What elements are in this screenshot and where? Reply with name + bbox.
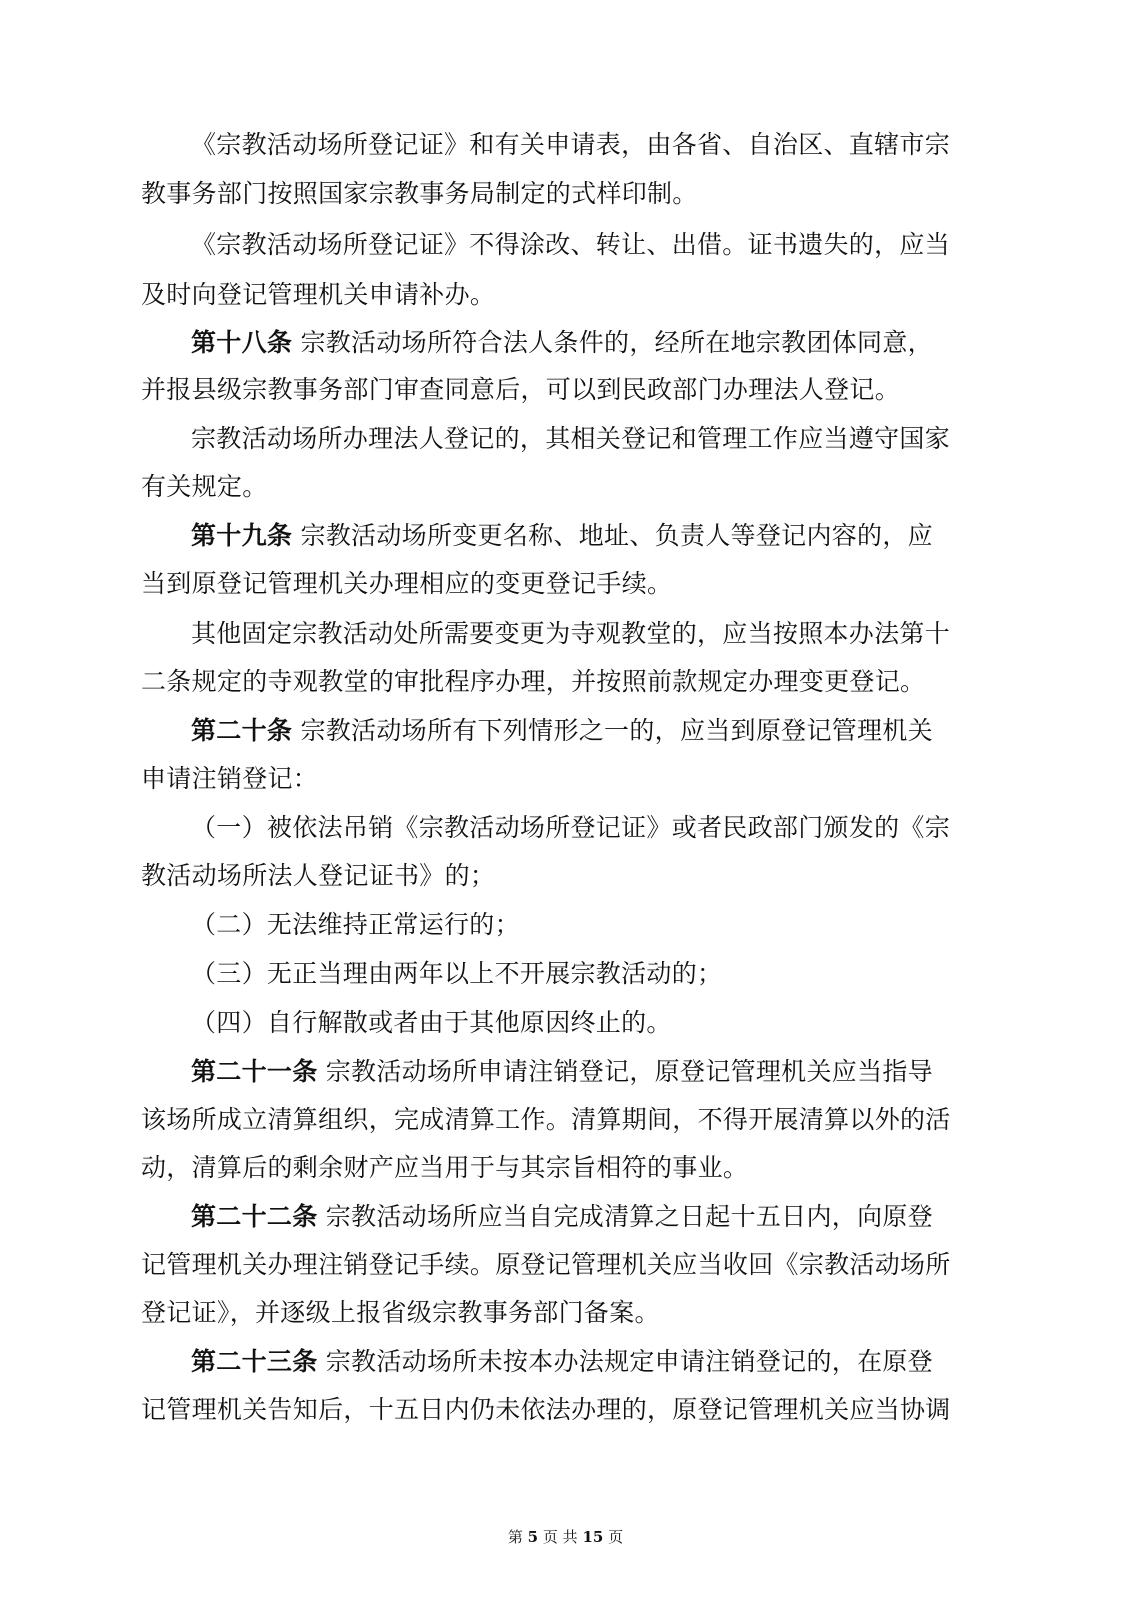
text-line: 宗教活动场所符合法人条件的，经所在地宗教团体同意， — [292, 328, 933, 357]
text-line: 教活动场所法人登记证书》的； — [141, 861, 496, 890]
list-item: （二）无法维持正常运行的； — [191, 910, 520, 939]
text-line: 及时向登记管理机关申请补办。 — [141, 280, 496, 309]
footer-suffix: 页 — [608, 1528, 624, 1546]
page-number: 5 — [527, 1528, 539, 1546]
article-paragraph-start — [191, 1345, 991, 1379]
article-paragraph-start — [191, 1200, 991, 1234]
text-line: 《宗教活动场所登记证》不得涂改、转让、出借。证书遗失的，应当 — [191, 230, 951, 259]
list-item: （一）被依法吊销《宗教活动场所登记证》或者民政部门颁发的《宗 — [191, 813, 951, 842]
text-line: 记管理机关告知后，十五日内仍未依法办理的，原登记管理机关应当协调 — [141, 1395, 951, 1424]
text-line: 《宗教活动场所登记证》和有关申请表，由各省、自治区、直辖市宗 — [191, 130, 951, 159]
article-heading: 第二十二条 — [191, 1202, 318, 1231]
article-paragraph-start — [191, 714, 991, 748]
footer-prefix: 第 — [507, 1528, 523, 1546]
page-total: 15 — [582, 1528, 604, 1546]
text-line: 宗教活动场所应当自完成清算之日起十五日内，向原登 — [317, 1202, 933, 1231]
list-item: （四）自行解散或者由于其他原因终止的。 — [191, 1008, 672, 1037]
text-line: 宗教活动场所未按本办法规定申请注销登记的，在原登 — [317, 1347, 933, 1376]
text-line: 申请注销登记： — [141, 764, 319, 793]
text-line: 当到原登记管理机关办理相应的变更登记手续。 — [141, 569, 673, 598]
article-heading: 第二十三条 — [191, 1347, 318, 1376]
text-line: 教事务部门按照国家宗教事务局制定的式样印制。 — [141, 179, 698, 208]
article-heading: 第十八条 — [191, 328, 293, 357]
list-item: （三）无正当理由两年以上不开展宗教活动的； — [191, 959, 723, 988]
text-line: 记管理机关办理注销登记手续。原登记管理机关应当收回《宗教活动场所 — [141, 1250, 951, 1279]
article-paragraph-start — [191, 1055, 991, 1089]
text-line: 宗教活动场所变更名称、地址、负责人等登记内容的，应 — [292, 521, 933, 550]
article-paragraph-start — [191, 326, 991, 360]
text-line: 二条规定的寺观教堂的审批程序办理，并按照前款规定办理变更登记。 — [141, 667, 926, 696]
article-heading: 第二十一条 — [191, 1057, 318, 1086]
article-heading: 第十九条 — [191, 521, 293, 550]
text-line: 其他固定宗教活动处所需要变更为寺观教堂的，应当按照本办法第十 — [191, 619, 951, 648]
page-footer — [0, 1527, 1131, 1547]
text-line: 该场所成立清算组织，完成清算工作。清算期间，不得开展清算以外的活 — [141, 1105, 951, 1134]
text-line: 宗教活动场所有下列情形之一的，应当到原登记管理机关 — [292, 716, 933, 745]
text-line: 登记证》，并逐级上报省级宗教事务部门备案。 — [141, 1298, 660, 1327]
article-paragraph-start — [191, 519, 991, 553]
text-line: 动，清算后的剩余财产应当用于与其宗旨相符的事业。 — [141, 1153, 749, 1182]
footer-middle: 页 共 — [542, 1528, 578, 1546]
text-line: 宗教活动场所办理法人登记的，其相关登记和管理工作应当遵守国家 — [191, 424, 951, 453]
text-line: 有关规定。 — [141, 472, 268, 501]
text-line: 宗教活动场所申请注销登记，原登记管理机关应当指导 — [317, 1057, 933, 1086]
article-heading: 第二十条 — [191, 716, 293, 745]
text-line: 并报县级宗教事务部门审查同意后，可以到民政部门办理法人登记。 — [141, 375, 901, 404]
